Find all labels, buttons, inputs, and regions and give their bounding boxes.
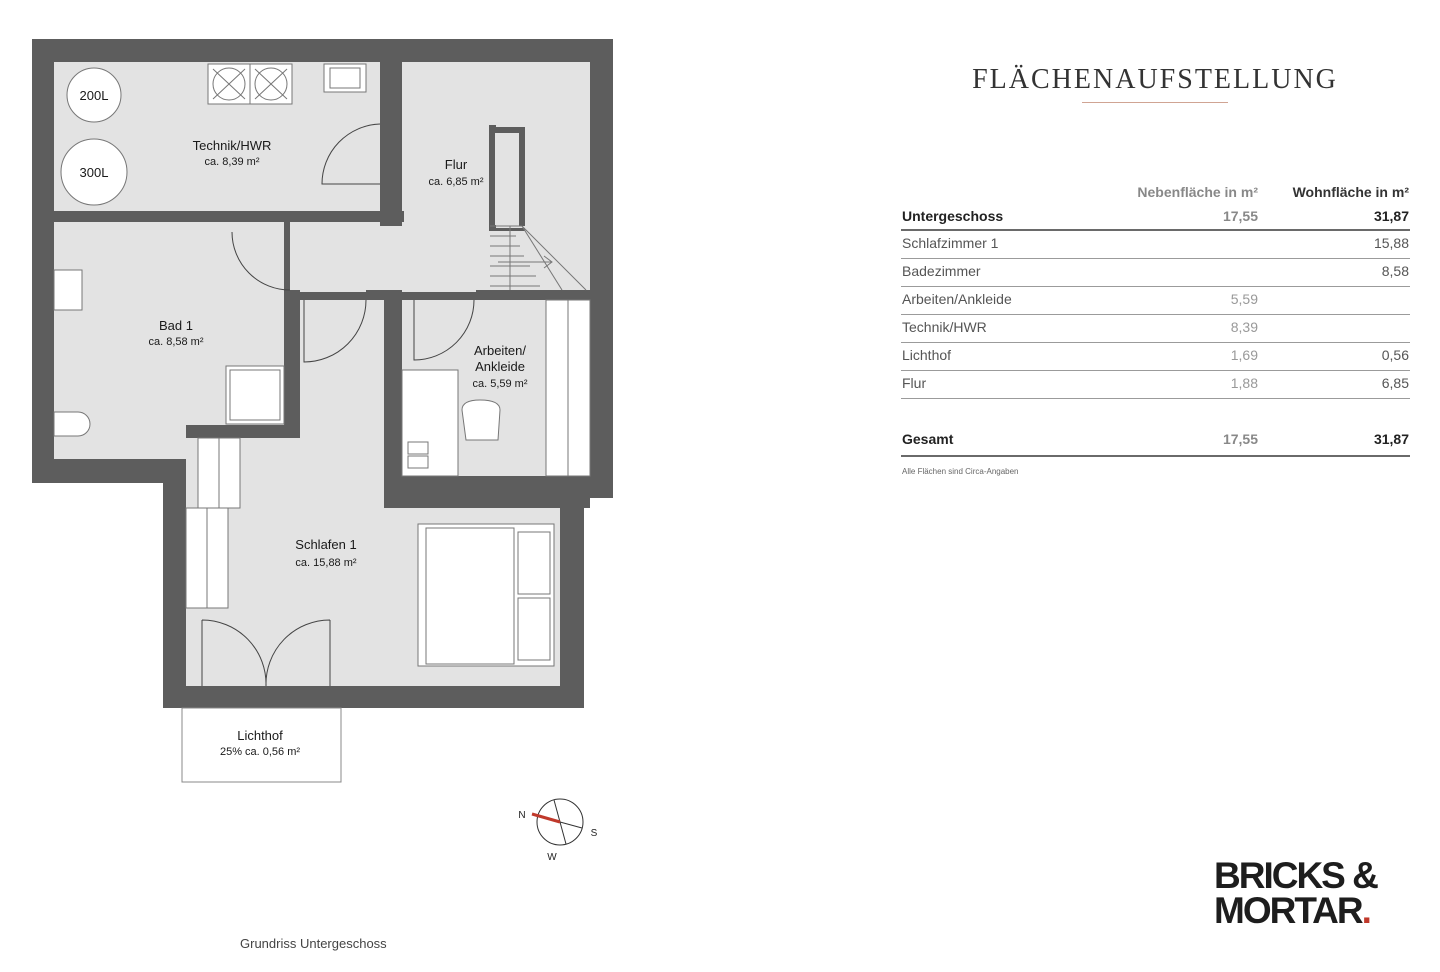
table-row-total (901, 427, 1410, 457)
table-spacer (901, 399, 1410, 427)
table-row (901, 287, 1410, 315)
floor-plan (0, 0, 640, 880)
floor-corridor (300, 300, 384, 512)
area-table (901, 182, 1410, 457)
cell-label: Arbeiten/Ankleide (902, 291, 1012, 307)
table-row (901, 315, 1410, 343)
title-underline (1082, 102, 1228, 103)
cell-wohn: 31,87 (1373, 431, 1409, 447)
cell-label: Flur (902, 375, 927, 391)
compass-s: S (590, 828, 598, 839)
room-flur-name: Flur (444, 157, 468, 172)
cell-wohn: 6,85 (1381, 375, 1409, 391)
lichthof-area (182, 708, 341, 782)
room-lichthof-area: 25% ca. 0,56 m² (219, 746, 301, 758)
room-arbeiten-area: ca. 5,59 m² (472, 378, 528, 390)
cell-neben: 8,39 (1230, 319, 1258, 335)
col-wohn-header: Wohnfläche in m² (1292, 184, 1409, 200)
cell-neben: 17,55 (1222, 208, 1258, 224)
table-row (901, 371, 1410, 399)
compass-north-needle (532, 814, 560, 822)
cell-label: Gesamt (902, 431, 954, 447)
cell-neben: 1,69 (1230, 347, 1258, 363)
cell-wohn: 8,58 (1381, 263, 1409, 279)
room-arbeiten-name: Arbeiten/ (473, 343, 527, 358)
table-header (901, 182, 1410, 204)
compass-n: N (518, 810, 526, 821)
room-schlafen-area: ca. 15,88 m² (295, 557, 357, 569)
cell-neben: 1,88 (1230, 375, 1258, 391)
room-technik-area: ca. 8,39 m² (204, 156, 260, 168)
logo-line-2-wrap (1214, 890, 1414, 931)
table-row (901, 259, 1410, 287)
table-footnote: Alle Flächen sind Circa-Angaben (902, 467, 1019, 476)
room-bad-area: ca. 8,58 m² (148, 336, 204, 348)
room-lichthof-name: Lichthof (237, 728, 283, 743)
room-schlafen-name: Schlafen 1 (295, 537, 357, 552)
floor-flur-mid (290, 220, 476, 292)
plan-caption: Grundriss Untergeschoss (240, 936, 387, 951)
cell-neben: 17,55 (1222, 431, 1258, 447)
compass-w: W (547, 852, 557, 863)
logo-line-2: MORTAR (1214, 890, 1362, 931)
cell-neben: 5,59 (1230, 291, 1258, 307)
cell-label: Schlafzimmer 1 (902, 235, 999, 251)
logo-dot: . (1361, 890, 1370, 931)
cell-label: Untergeschoss (902, 208, 1004, 224)
cell-label: Lichthof (902, 347, 952, 363)
cell-label: Badezimmer (902, 263, 981, 279)
col-neben-header: Nebenfläche in m² (1137, 184, 1258, 200)
brand-logo (1214, 855, 1414, 931)
compass (518, 799, 597, 863)
table-row-group (901, 204, 1410, 231)
cell-wohn: 0,56 (1381, 347, 1409, 363)
room-bad-name: Bad 1 (159, 318, 193, 333)
room-flur-area: ca. 6,85 m² (428, 176, 484, 188)
table-row (901, 343, 1410, 371)
logo-line-1: BRICKS & (1214, 855, 1377, 896)
summary-title: FLÄCHENAUFSTELLUNG (972, 64, 1338, 95)
tank-200-label: 200L (79, 88, 109, 103)
cell-wohn: 31,87 (1373, 208, 1409, 224)
tank-300-label: 300L (79, 165, 109, 180)
room-technik-name: Technik/HWR (192, 138, 272, 153)
cell-wohn: 15,88 (1373, 235, 1409, 251)
cell-label: Technik/HWR (902, 319, 987, 335)
room-arbeiten-name-2: Ankleide (475, 359, 525, 374)
table-row (901, 231, 1410, 259)
